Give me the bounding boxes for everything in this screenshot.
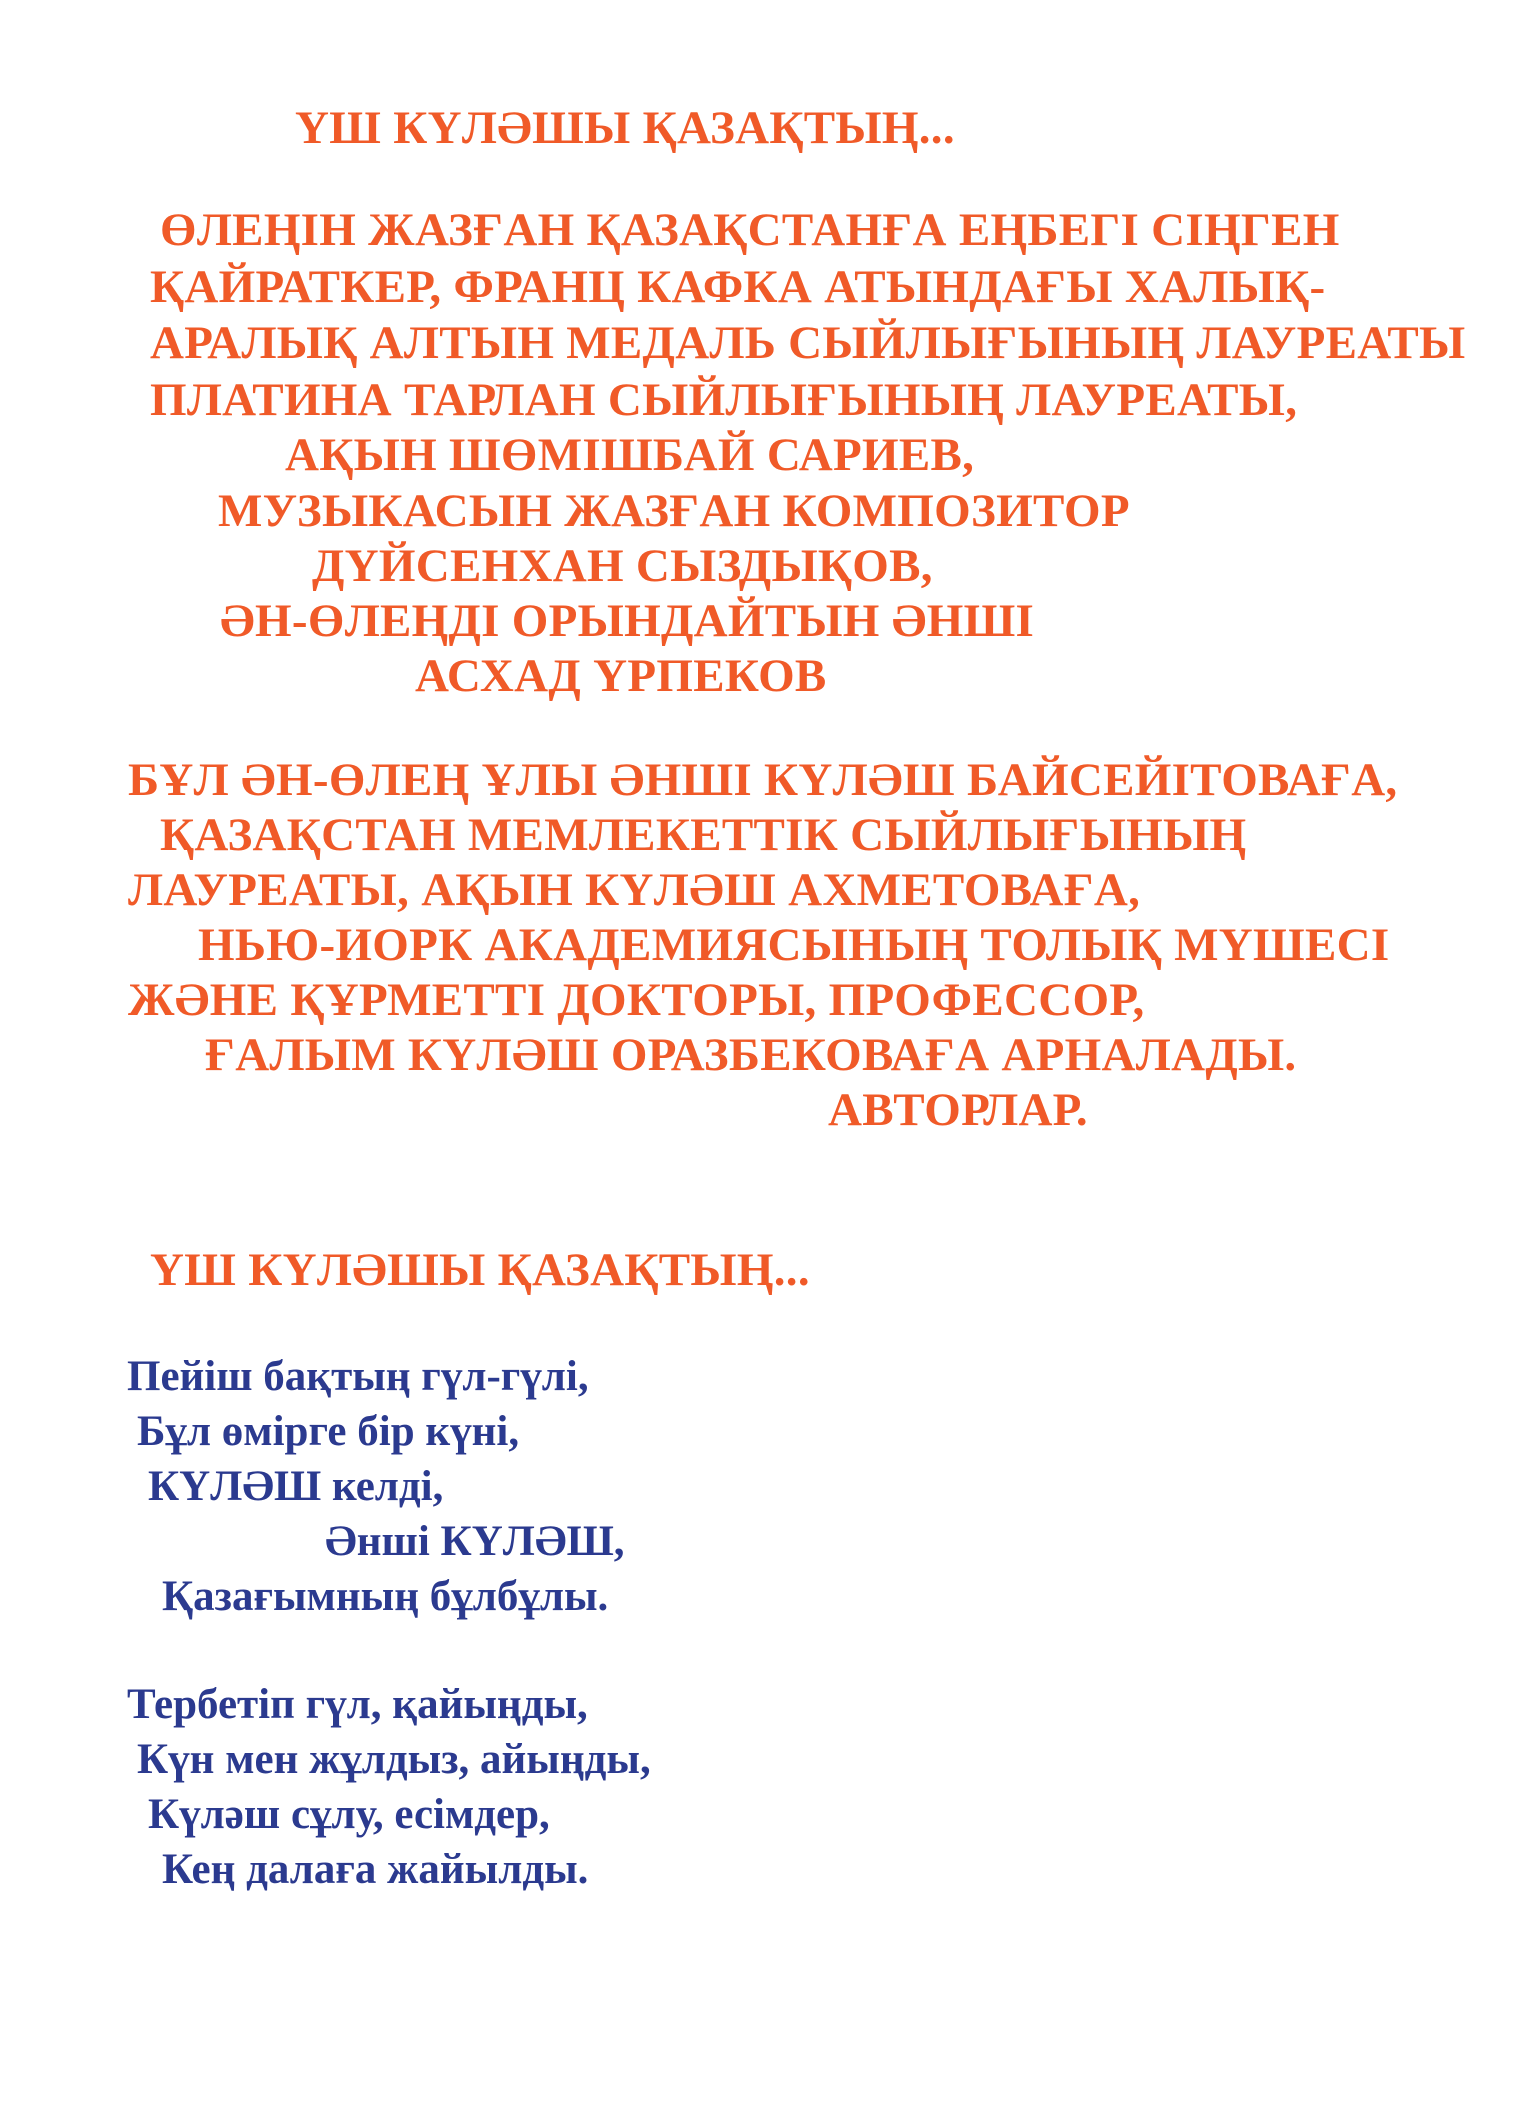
poem-line: Тербетіп гүл, қайыңды,	[127, 1681, 588, 1728]
credits-line: МУЗЫКАСЫН ЖАЗҒАН КОМПОЗИТОР	[218, 485, 1130, 537]
credits-line: ӨЛЕҢІН ЖАЗҒАН ҚАЗАҚСТАНҒА ЕҢБЕГІ СІҢГЕН	[160, 204, 1340, 256]
credits-line: ПЛАТИНА ТАРЛАН СЫЙЛЫҒЫНЫҢ ЛАУРЕАТЫ,	[150, 374, 1298, 426]
credits-line: АҚЫН ШӨМІШБАЙ САРИЕВ,	[285, 429, 975, 481]
poem-line: КҮЛӘШ келді,	[148, 1463, 444, 1510]
poem-title: ҮШ КҮЛӘШЫ ҚАЗАҚТЫҢ...	[150, 1244, 810, 1296]
dedication-line: ҚАЗАҚСТАН МЕМЛЕКЕТТІК СЫЙЛЫҒЫНЫҢ	[160, 809, 1247, 861]
dedication-line: БҰЛ ӘН-ӨЛЕҢ ҰЛЫ ӘНШІ КҮЛӘШ БАЙСЕЙІТОВАҒА,	[128, 754, 1398, 806]
poem-line: Әнші КҮЛӘШ,	[325, 1518, 625, 1565]
dedication-signature: АВТОРЛАР.	[828, 1084, 1088, 1136]
poem-line: Кең далаға жайылды.	[162, 1846, 589, 1893]
credits-line: ДҮЙСЕНХАН СЫЗДЫҚОВ,	[312, 540, 933, 592]
poem-line: Пейіш бақтың гүл-гүлі,	[127, 1353, 589, 1400]
page-title: ҮШ КҮЛӘШЫ ҚАЗАҚТЫҢ...	[295, 102, 955, 154]
dedication-line: НЬЮ-ИОРК АКАДЕМИЯСЫНЫҢ ТОЛЫҚ МҮШЕСІ	[198, 919, 1390, 971]
poem-line: Бұл өмірге бір күні,	[137, 1408, 520, 1455]
poem-line: Қазағымның бұлбұлы.	[162, 1573, 609, 1620]
credits-line: ӘН-ӨЛЕҢДІ ОРЫНДАЙТЫН ӘНШІ	[220, 595, 1035, 647]
credits-line: АРАЛЫҚ АЛТЫН МЕДАЛЬ СЫЙЛЫҒЫНЫҢ ЛАУРЕАТЫ	[150, 317, 1466, 369]
dedication-line: ЛАУРЕАТЫ, АҚЫН КҮЛӘШ АХМЕТОВАҒА,	[128, 864, 1141, 916]
dedication-line: ЖӘНЕ ҚҰРМЕТТІ ДОКТОРЫ, ПРОФЕССОР,	[128, 974, 1145, 1026]
credits-line: АСХАД ҮРПЕКОВ	[415, 650, 827, 702]
poem-line: Күләш сұлу, есімдер,	[148, 1791, 550, 1838]
poem-line: Күн мен жұлдыз, айыңды,	[137, 1736, 651, 1783]
credits-line: ҚАЙРАТКЕР, ФРАНЦ КАФКА АТЫНДАҒЫ ХАЛЫҚ-	[150, 261, 1326, 313]
dedication-line: ҒАЛЫМ КҮЛӘШ ОРАЗБЕКОВАҒА АРНАЛАДЫ.	[205, 1029, 1297, 1081]
